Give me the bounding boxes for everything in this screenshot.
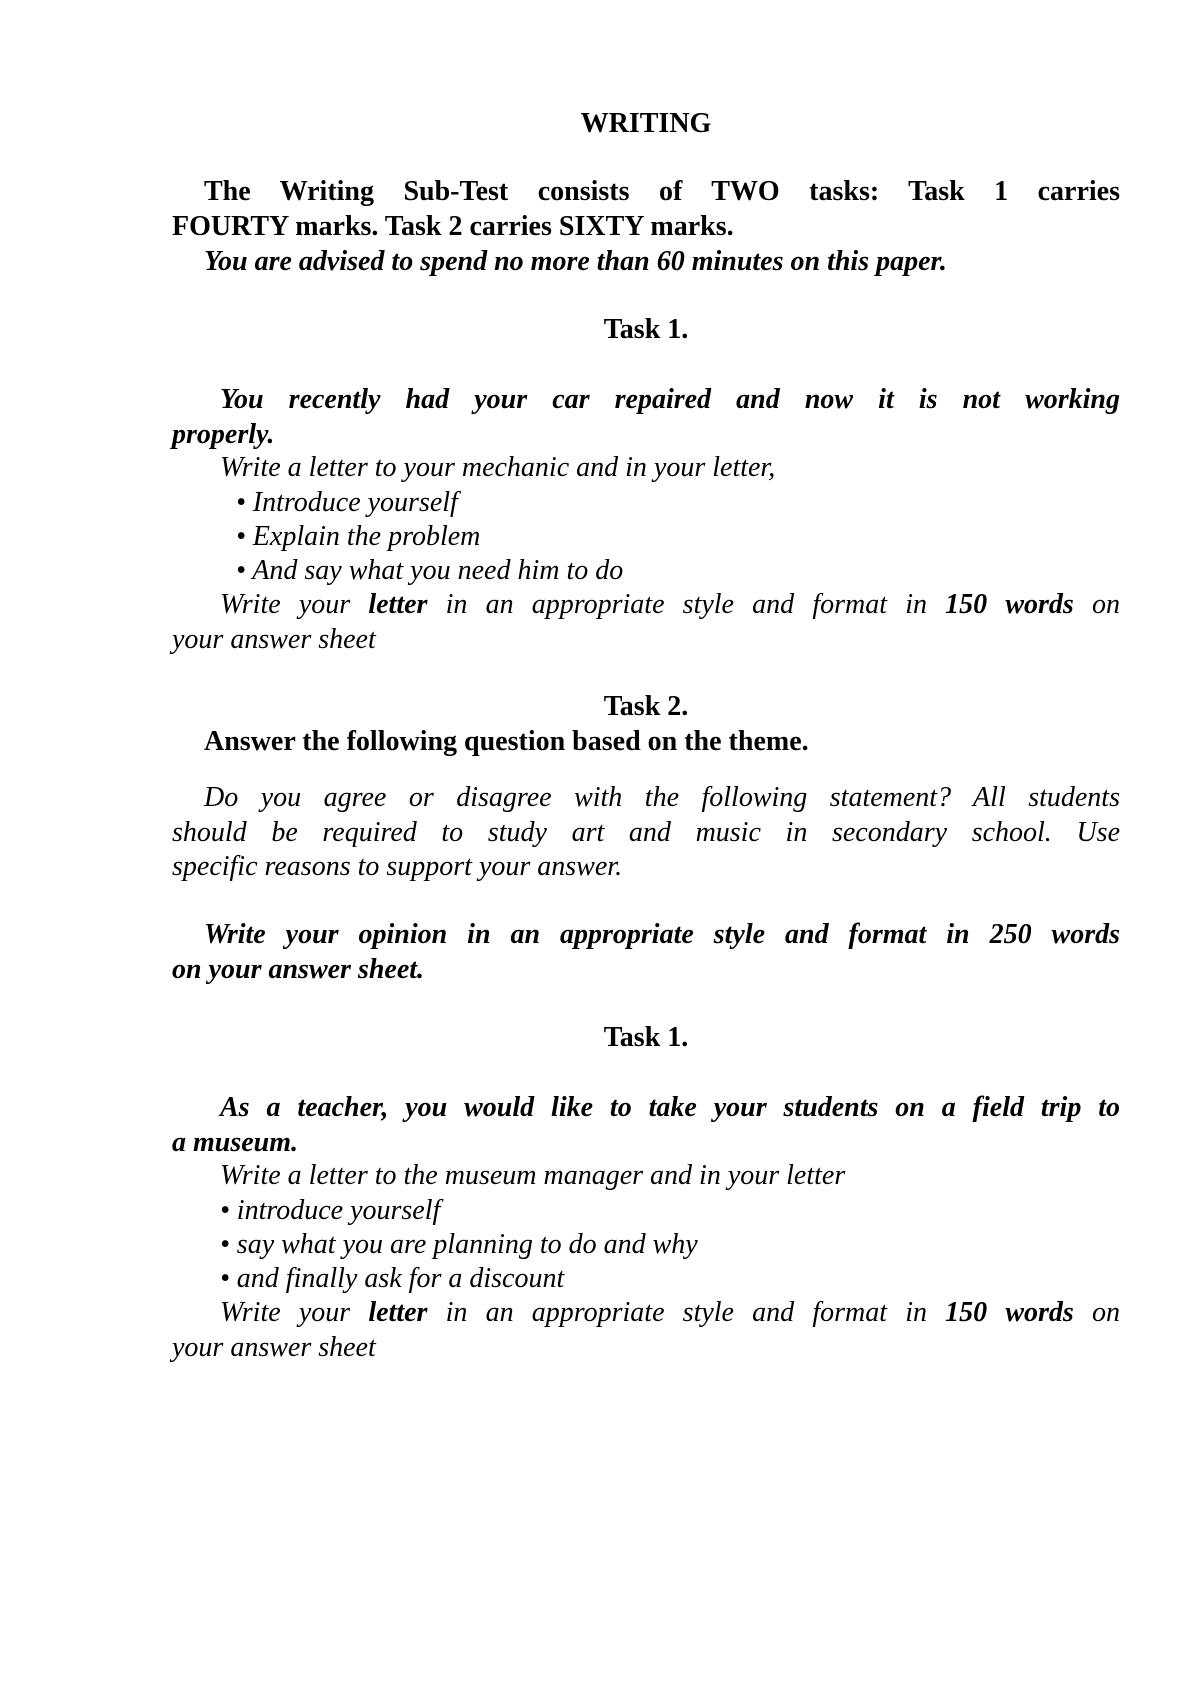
task2-question-line-3: specific reasons to support your answer. (172, 851, 623, 882)
task1b-bullet: • introduce yourself (220, 1195, 441, 1226)
document-page (172, 0, 1120, 1696)
intro-line-2: FOURTY marks. Task 2 carries SIXTY marks. (172, 211, 734, 242)
closing-letter-emphasis: letter (368, 1297, 428, 1328)
task1b-closing-line-1 (172, 1295, 1120, 1331)
task1a-closing-line-1 (172, 587, 1120, 623)
task1a-heading: Task 1. (603, 314, 689, 345)
task1b-prompt-line-1: As a teacher, you would like to take your students on a field trip to (220, 1092, 1120, 1123)
closing-text: Write your (220, 1297, 369, 1328)
task1a-prompt-line-2: properly. (172, 419, 275, 450)
closing-words-emphasis: 150 words (945, 1297, 1074, 1328)
task1a-instruction: Write a letter to your mechanic and in your letter, (220, 452, 776, 483)
time-advice: You are advised to spend no more than 60 minutes on this paper. (204, 246, 947, 277)
task1a-bullet: • And say what you need him to do (236, 555, 624, 586)
page-title: WRITING (580, 108, 712, 139)
task2-question-line-2: should be required to study art and music in secondary school. Use (172, 817, 1120, 848)
task2-subheading: Answer the following question based on the theme. (204, 726, 809, 757)
task2-closing-line-2: on your answer sheet. (172, 954, 425, 985)
task2-heading: Task 2. (603, 691, 689, 722)
task1b-bullet: • say what you are planning to do and why (220, 1229, 698, 1260)
task1b-closing-line-2: your answer sheet (172, 1332, 376, 1363)
closing-letter-emphasis: letter (368, 589, 428, 620)
task1a-closing-line-2: your answer sheet (172, 624, 376, 655)
closing-text: on (1073, 589, 1120, 620)
task1b-instruction: Write a letter to the museum manager and in your letter (220, 1160, 846, 1191)
closing-text: in an appropriate style and format in (427, 1297, 946, 1328)
closing-text: Write your (220, 589, 369, 620)
task1a-bullet: • Explain the problem (236, 521, 481, 552)
intro-line-1: The Writing Sub-Test consists of TWO tasks: Task 1 carries (204, 176, 1120, 207)
task2-question-line-1: Do you agree or disagree with the following statement? All students (204, 782, 1120, 813)
task1b-bullet: • and finally ask for a discount (220, 1263, 565, 1294)
task1b-prompt-line-2: a museum. (172, 1127, 299, 1158)
closing-words-emphasis: 150 words (945, 589, 1074, 620)
task1a-bullet: • Introduce yourself (236, 487, 458, 518)
task2-closing-line-1: Write your opinion in an appropriate style and format in 250 words (204, 919, 1120, 950)
task1b-heading: Task 1. (603, 1022, 689, 1053)
task1a-prompt-line-1: You recently had your car repaired and now it is not working (220, 384, 1120, 415)
closing-text: in an appropriate style and format in (427, 589, 946, 620)
closing-text: on (1073, 1297, 1120, 1328)
